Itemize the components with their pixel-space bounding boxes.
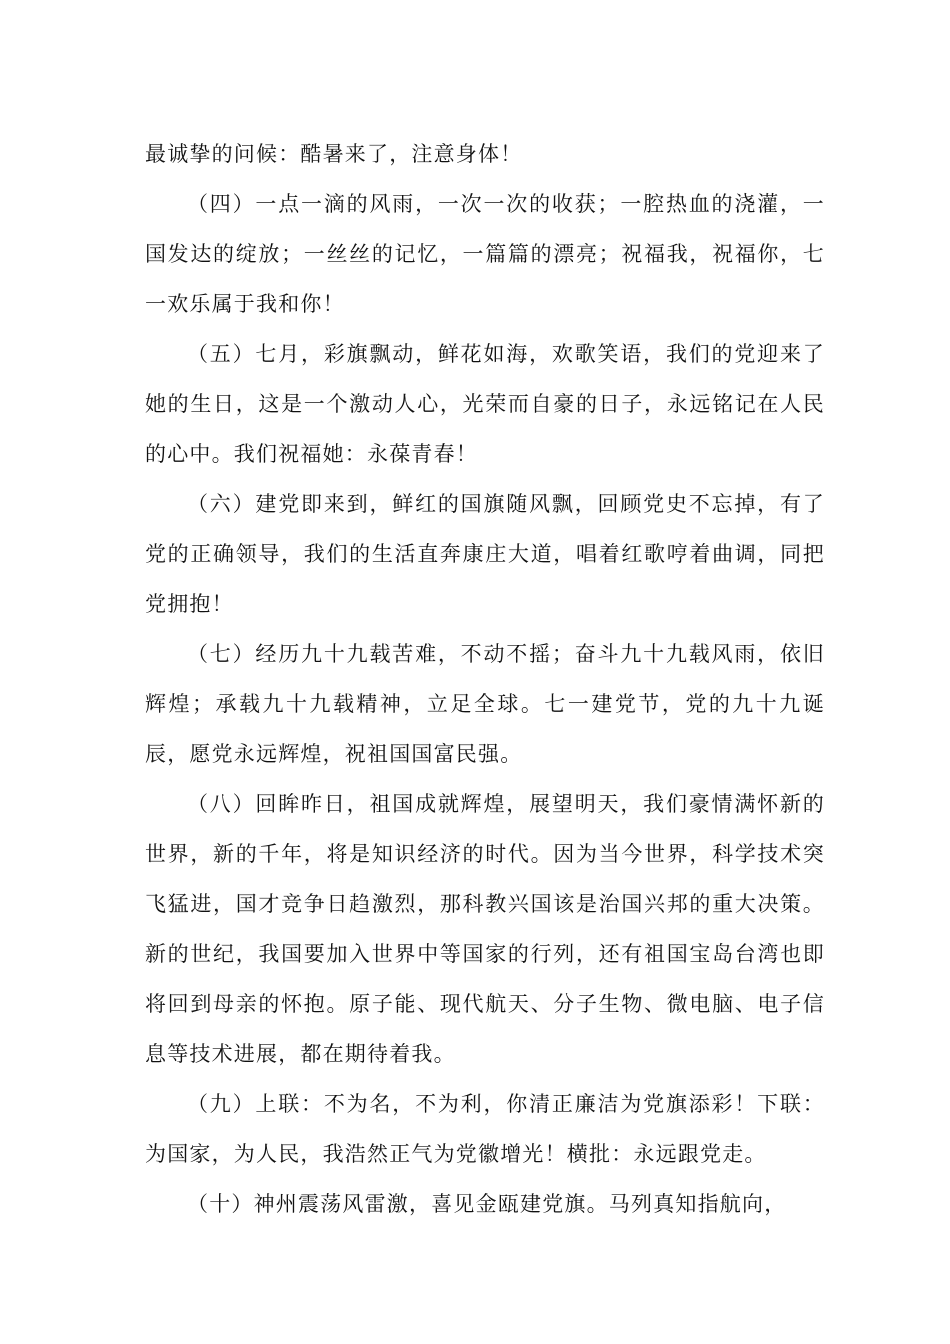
paragraph-10: （十）神州震荡风雷激，喜见金瓯建党旗。马列真知指航向，: [187, 1192, 787, 1216]
paragraph-6: （六）建党即来到，鲜红的国旗随风飘，回顾党史不忘掉，有了党的正确领导，我们的生活直奔康庄大道，唱着红歌哼着曲调，同把党拥抱！: [145, 492, 825, 616]
paragraph-8: （八）回眸昨日，祖国成就辉煌，展望明天，我们豪情满怀新的世界，新的千年，将是知识经济的时代。因为当今世界，科学技术突飞猛进，国才竞争日趋激烈，那科教兴国该是治国兴邦的重大决策。新的世纪，我国要加入世界中等国家的行列，还有祖国宝岛台湾也即将回到母亲的怀抱。原子能、现代航天、分子生物、微电脑、电子信息等技术进展，都在期待着我。: [145, 792, 825, 1066]
paragraph-4: （四）一点一滴的风雨，一次一次的收获；一腔热血的浇灌，一国发达的绽放；一丝丝的记忆，一篇篇的漂亮；祝福我，祝福你，七一欢乐属于我和你！: [145, 192, 825, 316]
paragraph-continuation: 最诚挚的问候：酷暑来了，注意身体！: [145, 142, 523, 166]
paragraph-5: （五）七月，彩旗飘动，鲜花如海，欢歌笑语，我们的党迎来了她的生日，这是一个激动人心，光荣而自豪的日子，永远铭记在人民的心中。我们祝福她：永葆青春！: [145, 342, 825, 466]
paragraph-9: （九）上联：不为名，不为利，你清正廉洁为党旗添彩！下联：为国家，为人民，我浩然正气为党徽增光！横批：永远跟党走。: [145, 1092, 825, 1166]
document-body: [145, 129, 825, 1229]
paragraph-7: （七）经历九十九载苦难，不动不摇；奋斗九十九载风雨，依旧辉煌；承载九十九载精神，立足全球。七一建党节，党的九十九诞辰，愿党永远辉煌，祝祖国国富民强。: [145, 642, 825, 766]
